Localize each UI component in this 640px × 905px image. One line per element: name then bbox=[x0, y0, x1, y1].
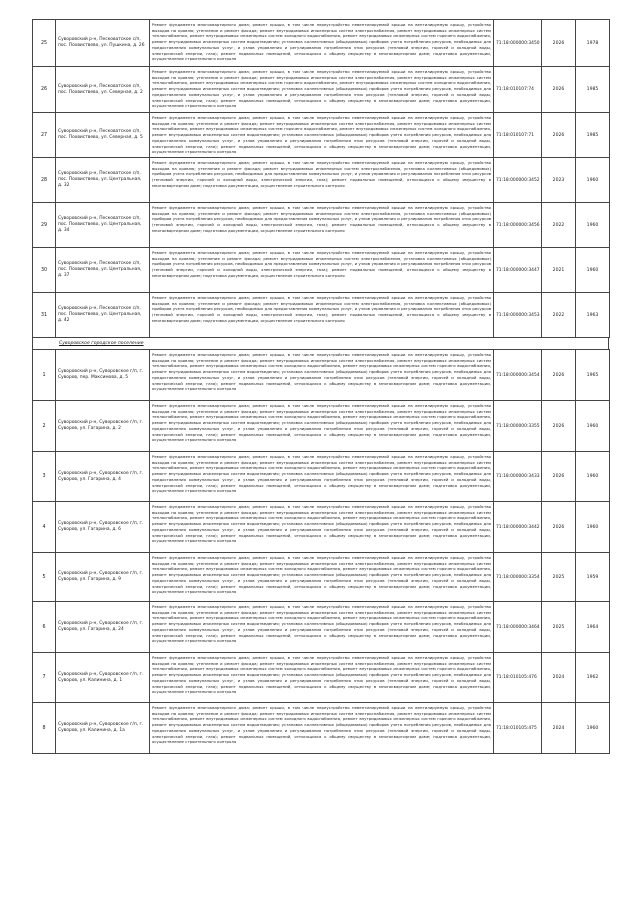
table-row bbox=[33, 203, 610, 248]
row-works-list: Ремонт фундамента многоквартирного дома; ремонт крыши, в том числе переустройство невентилируемой крыши на вентилируемую крышу, устройство выходов на кровлю; утепление и ремонт фасада; ремонт внутридомовых инженерных систем электроснабжения, установка коллективных (общедомовых) приборов учета потребления ресурсов, необходимых для предоставления коммунальных услуг, и узлов управления и регулирования потребления этих ресурсов (тепловой энергии, горячей и холодной воды, электрической энергии, газа); ремонт подвальных помещений, относящихся к общему имуществу в многоквартирном доме; подготовка документации, осуществление строительного контроля bbox=[150, 248, 494, 292]
row-address: Суворовский р-н, Песковатское с/п, пос. Похвиствево, ул. Центральная, д. 42 bbox=[56, 293, 150, 337]
row-works-list: Ремонт фундамента многоквартирного дома; ремонт крыши, в том числе переустройство невентилируемой крыши на вентилируемую крышу, устройство выходов на кровлю; утепление и ремонт фасада; ремонт внутридомовых инженерных систем электроснабжения, ремонт внутридомовых инженерных систем теплоснабжения, ремонт внутридомовых инженерных систем холодного водоснабжения, ремонт внутридомовых инженерных систем горячего водоснабжения, ремонт внутридомовых инженерных систем водоотведения; установка коллективных (общедомовых) приборов учета потребления ресурсов, необходимых для предоставления коммунальных услуг, и узлов управления и регулирования потребления этих ресурсов (тепловой энергии, горячей и холодной воды, электрической энергии, газа); ремонт подвальных помещений, относящихся к общему имуществу в многоквартирном доме; подготовка документации, осуществление строительного контроля bbox=[150, 452, 494, 501]
row-cadastral-number: 71:18:000000:3355 bbox=[494, 401, 542, 451]
row-planned-year: 2026 bbox=[542, 350, 576, 400]
row-number: 1 bbox=[33, 350, 56, 400]
row-build-year: 1960 bbox=[576, 203, 610, 247]
table-row bbox=[33, 602, 610, 653]
table-row bbox=[33, 452, 610, 502]
row-build-year: 1959 bbox=[576, 553, 610, 601]
table-body-bottom bbox=[33, 350, 610, 754]
row-planned-year: 2024 bbox=[542, 703, 576, 753]
row-cadastral-number: 71:18:000000:3456 bbox=[494, 203, 542, 247]
row-build-year: 1985 bbox=[576, 113, 610, 157]
row-address: Суворовский р-н, Суворовское г/п, г. Суворов, ул. Калинина, д. 1 bbox=[56, 653, 150, 702]
row-number: 31 bbox=[33, 293, 56, 337]
row-cadastral-number: 71:18:000000:3450 bbox=[494, 20, 542, 66]
row-number: 2 bbox=[33, 401, 56, 451]
row-cadastral-number: 71:18:010107:74 bbox=[494, 67, 542, 112]
row-address: Суворовский р-н, Песковатское с/п, пос. Похвиствево, ул. Центральная, д. 37 bbox=[56, 248, 150, 292]
row-number: 25 bbox=[33, 20, 56, 66]
housing-repair-table bbox=[32, 19, 610, 754]
row-cadastral-number: 71:18:000000:3433 bbox=[494, 452, 542, 501]
row-planned-year: 2023 bbox=[542, 158, 576, 202]
row-works-list: Ремонт фундамента многоквартирного дома; ремонт крыши, в том числе переустройство невентилируемой крыши на вентилируемую крышу, устройство выходов на кровлю; утепление и ремонт фасада; ремонт внутридомовых инженерных систем электроснабжения, установка коллективных (общедомовых) приборов учета потребления ресурсов, необходимых для предоставления коммунальных услуг, и узлов управления и регулирования потребления этих ресурсов (тепловой энергии, горячей и холодной воды, электрической энергии, газа); ремонт подвальных помещений, относящихся к общему имуществу в многоквартирном доме; подготовка документации, осуществление строительного контроля bbox=[150, 158, 494, 202]
table-row bbox=[33, 703, 610, 754]
row-works-list: Ремонт фундамента многоквартирного дома; ремонт крыши, в том числе переустройство невентилируемой крыши на вентилируемую крышу, устройство выходов на кровлю; утепление и ремонт фасада; ремонт внутридомовых инженерных систем электроснабжения, ремонт внутридомовых инженерных систем теплоснабжения, ремонт внутридомовых инженерных систем холодного водоснабжения, ремонт внутридомовых инженерных систем горячего водоснабжения, ремонт внутридомовых инженерных систем водоотведения; установка коллективных (общедомовых) приборов учета потребления ресурсов, необходимых для предоставления коммунальных услуг, и узлов управления и регулирования потребления этих ресурсов (тепловой энергии, горячей и холодной воды, электрической энергии, газа); ремонт подвальных помещений, относящихся к общему имуществу в многоквартирном доме; подготовка документации, осуществление строительного контроля bbox=[150, 703, 494, 753]
table-body-top bbox=[33, 20, 610, 338]
row-planned-year: 2026 bbox=[542, 113, 576, 157]
row-address: Суворовский р-н, Суворовское г/п, г. Суворов, ул. Гагарина, д. 9 bbox=[56, 553, 150, 601]
section-header-row bbox=[33, 338, 610, 350]
row-cadastral-number: 71:18:000000:3464 bbox=[494, 602, 542, 652]
row-number: 26 bbox=[33, 67, 56, 112]
row-address: Суворовский р-н, Суворовское г/п, г. Суворов, пер. Максимова, д. 5 bbox=[56, 350, 150, 400]
table-row bbox=[33, 653, 610, 703]
row-address: Суворовский р-н, Песковатское с/п, пос. Похвиствево, ул. Северная, д. 5 bbox=[56, 113, 150, 157]
row-cadastral-number: 71:18:000000:3442 bbox=[494, 502, 542, 552]
table-row bbox=[33, 293, 610, 338]
row-planned-year: 2026 bbox=[542, 401, 576, 451]
row-works-list: Ремонт фундамента многоквартирного дома; ремонт крыши, в том числе переустройство невентилируемой крыши на вентилируемую крышу, устройство выходов на кровлю; утепление и ремонт фасада; ремонт внутридомовых инженерных систем электроснабжения, ремонт внутридомовых инженерных систем теплоснабжения, ремонт внутридомовых инженерных систем холодного водоснабжения, ремонт внутридомовых инженерных систем горячего водоснабжения, ремонт внутридомовых инженерных систем водоотведения; установка коллективных (общедомовых) приборов учета потребления ресурсов, необходимых для предоставления коммунальных услуг, и узлов управления и регулирования потребления этих ресурсов (тепловой энергии, горячей и холодной воды, электрической энергии, газа); ремонт подвальных помещений, относящихся к общему имуществу в многоквартирном доме; подготовка документации, осуществление строительного контроля bbox=[150, 502, 494, 552]
row-works-list: Ремонт фундамента многоквартирного дома; ремонт крыши, в том числе переустройство невентилируемой крыши на вентилируемую крышу, устройство выходов на кровлю; утепление и ремонт фасада; ремонт внутридомовых инженерных систем электроснабжения, установка коллективных (общедомовых) приборов учета потребления ресурсов, необходимых для предоставления коммунальных услуг, и узлов управления и регулирования потребления этих ресурсов (тепловой энергии, горячей и холодной воды, электрической энергии, газа); ремонт подвальных помещений, относящихся к общему имуществу в многоквартирном доме; подготовка документации, осуществление строительного контроля bbox=[150, 293, 494, 337]
row-cadastral-number: 71:18:000000:3447 bbox=[494, 248, 542, 292]
row-planned-year: 2022 bbox=[542, 293, 576, 337]
table-row bbox=[33, 67, 610, 113]
row-build-year: 1960 bbox=[576, 502, 610, 552]
row-planned-year: 2024 bbox=[542, 653, 576, 702]
row-works-list: Ремонт фундамента многоквартирного дома; ремонт крыши, в том числе переустройство невентилируемой крыши на вентилируемую крышу, устройство выходов на кровлю; утепление и ремонт фасада; ремонт внутридомовых инженерных систем электроснабжения, ремонт внутридомовых инженерных систем теплоснабжения, ремонт внутридомовых инженерных систем холодного водоснабжения, ремонт внутридомовых инженерных систем горячего водоснабжения, ремонт внутридомовых инженерных систем водоотведения; установка коллективных (общедомовых) приборов учета потребления ресурсов, необходимых для предоставления коммунальных услуг, и узлов управления и регулирования потребления этих ресурсов (тепловой энергии, горячей и холодной воды, электрической энергии, газа); ремонт подвальных помещений, относящихся к общему имуществу в многоквартирном доме; подготовка документации, осуществление строительного контроля bbox=[150, 350, 494, 400]
row-build-year: 1985 bbox=[576, 67, 610, 112]
row-works-list: Ремонт фундамента многоквартирного дома; ремонт крыши, в том числе переустройство невентилируемой крыши на вентилируемую крышу, устройство выходов на кровлю; утепление и ремонт фасада; ремонт внутридомовых инженерных систем электроснабжения, ремонт внутридомовых инженерных систем теплоснабжения, ремонт внутридомовых инженерных систем холодного водоснабжения, ремонт внутридомовых инженерных систем горячего водоснабжения, ремонт внутридомовых инженерных систем водоотведения; установка коллективных (общедомовых) приборов учета потребления ресурсов, необходимых для предоставления коммунальных услуг, и узлов управления и регулирования потребления этих ресурсов (тепловой энергии, горячей и холодной воды, электрической энергии, газа); ремонт подвальных помещений, относящихся к общему имуществу в многоквартирном доме; подготовка документации, осуществление строительного контроля bbox=[150, 553, 494, 601]
row-build-year: 1965 bbox=[576, 350, 610, 400]
row-works-list: Ремонт фундамента многоквартирного дома; ремонт крыши, в том числе переустройство невентилируемой крыши на вентилируемую крышу, устройство выходов на кровлю; утепление и ремонт фасада; ремонт внутридомовых инженерных систем электроснабжения, ремонт внутридомовых инженерных систем теплоснабжения, ремонт внутридомовых инженерных систем холодного водоснабжения, ремонт внутридомовых инженерных систем горячего водоснабжения, ремонт внутридомовых инженерных систем водоотведения; установка коллективных (общедомовых) приборов учета потребления ресурсов, необходимых для предоставления коммунальных услуг, и узлов управления и регулирования потребления этих ресурсов (тепловой энергии, горячей и холодной воды, электрической энергии, газа); ремонт подвальных помещений, относящихся к общему имуществу в многоквартирном доме; подготовка документации, осуществление строительного контроля bbox=[150, 653, 494, 702]
row-address: Суворовский р-н, Суворовское г/п, г. Суворов, ул. Гагарина, д. 4 bbox=[56, 452, 150, 501]
row-address: Суворовский р-н, Суворовское г/п, г. Суворов, ул. Гагарина, д. 24 bbox=[56, 602, 150, 652]
row-number: 30 bbox=[33, 248, 56, 292]
row-number: 29 bbox=[33, 203, 56, 247]
row-address: Суворовский р-н, Суворовское г/п, г. Суворов, ул. Калинина, д. 1а bbox=[56, 703, 150, 753]
row-works-list: Ремонт фундамента многоквартирного дома; ремонт крыши, в том числе переустройство невентилируемой крыши на вентилируемую крышу, устройство выходов на кровлю; утепление и ремонт фасада; ремонт внутридомовых инженерных систем электроснабжения, ремонт внутридомовых инженерных систем теплоснабжения, ремонт внутридомовых инженерных систем горячего водоснабжения, ремонт внутридомовых инженерных систем холодного водоснабжения, ремонт внутридомовых инженерных систем водоотведения; установка коллективных (общедомовых) приборов учета потребления ресурсов, необходимых для предоставления коммунальных услуг, и узлов управления и регулирования потребления этих ресурсов (тепловой энергии, горячей и холодной воды, электрической энергии, газа); ремонт подвальных помещений, относящихся к общему имуществу в многоквартирном доме; подготовка документации, осуществление строительного контроля bbox=[150, 113, 494, 157]
table-row bbox=[33, 20, 610, 67]
row-address: Суворовский р-н, Песковатское с/п, пос. Похвиствево, ул. Центральная, д. 34 bbox=[56, 203, 150, 247]
row-number: 3 bbox=[33, 452, 56, 501]
row-address: Суворовский р-н, Песковатское с/п, пос. Похвиствево, ул. Северная, д. 2 bbox=[56, 67, 150, 112]
row-number: 7 bbox=[33, 653, 56, 702]
row-works-list: Ремонт фундамента многоквартирного дома; ремонт крыши, в том числе переустройство невентилируемой крыши на вентилируемую крышу, устройство выходов на кровлю; утепление и ремонт фасада; ремонт внутридомовых инженерных систем электроснабжения, ремонт внутридомовых инженерных систем теплоснабжения, ремонт внутридомовых инженерных систем холодного водоснабжения, ремонт внутридомовых инженерных систем горячего водоснабжения, ремонт внутридомовых инженерных систем водоотведения; установка коллективных (общедомовых) приборов учета потребления ресурсов, необходимых для предоставления коммунальных услуг, и узлов управления и регулирования потребления этих ресурсов (тепловой энергии, горячей и холодной воды, электрической энергии, газа); ремонт подвальных помещений, относящихся к общему имуществу в многоквартирном доме; подготовка документации, осуществление строительного контроля bbox=[150, 401, 494, 451]
row-number: 6 bbox=[33, 602, 56, 652]
table-row bbox=[33, 248, 610, 293]
row-number: 4 bbox=[33, 502, 56, 552]
row-address: Суворовский р-н, Суворовское г/п, г. Суворов, ул. Гагарина, д. 2 bbox=[56, 401, 150, 451]
row-build-year: 1960 bbox=[576, 401, 610, 451]
row-cadastral-number: 71:18:010107:71 bbox=[494, 113, 542, 157]
row-planned-year: 2025 bbox=[542, 553, 576, 601]
row-cadastral-number: 71:18:000000:3454 bbox=[494, 350, 542, 400]
row-planned-year: 2026 bbox=[542, 20, 576, 66]
row-build-year: 1978 bbox=[576, 20, 610, 66]
row-cadastral-number: 71:18:010105:476 bbox=[494, 653, 542, 702]
row-build-year: 1960 bbox=[576, 248, 610, 292]
table-row bbox=[33, 113, 610, 158]
table-row bbox=[33, 553, 610, 602]
row-cadastral-number: 71:18:010105:475 bbox=[494, 703, 542, 753]
table-row bbox=[33, 502, 610, 553]
row-build-year: 1960 bbox=[576, 452, 610, 501]
row-planned-year: 2021 bbox=[542, 248, 576, 292]
row-planned-year: 2026 bbox=[542, 452, 576, 501]
row-build-year: 1960 bbox=[576, 158, 610, 202]
row-planned-year: 2025 bbox=[542, 602, 576, 652]
row-planned-year: 2026 bbox=[542, 67, 576, 112]
row-cadastral-number: 71:18:000000:3354 bbox=[494, 553, 542, 601]
row-address: Суворовский р-н, Суворовское г/п, г. Суворов, ул. Гагарина, д. 6 bbox=[56, 502, 150, 552]
row-planned-year: 2022 bbox=[542, 203, 576, 247]
row-build-year: 1962 bbox=[576, 653, 610, 702]
row-build-year: 1960 bbox=[576, 703, 610, 753]
row-number: 8 bbox=[33, 703, 56, 753]
table-row bbox=[33, 158, 610, 203]
row-build-year: 1963 bbox=[576, 293, 610, 337]
row-address: Суворовский р-н, Песковатское с/п, пос. Похвиствево, ул. Центральная, д. 32 bbox=[56, 158, 150, 202]
row-planned-year: 2026 bbox=[542, 502, 576, 552]
section-title: Суворовское городское поселение bbox=[33, 338, 609, 349]
row-number: 28 bbox=[33, 158, 56, 202]
row-cadastral-number: 71:18:000000:3452 bbox=[494, 158, 542, 202]
row-cadastral-number: 71:18:000000:3453 bbox=[494, 293, 542, 337]
table-row bbox=[33, 401, 610, 452]
row-address: Суворовский р-н, Песковатское с/п, пос. Похвиствево, ул. Пушкина, д. 26 bbox=[56, 20, 150, 66]
row-build-year: 1964 bbox=[576, 602, 610, 652]
row-works-list: Ремонт фундамента многоквартирного дома; ремонт крыши, в том числе переустройство невентилируемой крыши на вентилируемую крышу, устройство выходов на кровлю; утепление и ремонт фасада; ремонт внутридомовых инженерных систем электроснабжения, ремонт внутридомовых инженерных систем теплоснабжения, ремонт внутридомовых инженерных систем горячего водоснабжения, ремонт внутридомовых инженерных систем холодного водоснабжения, ремонт внутридомовых инженерных систем водоотведения; установка коллективных (общедомовых) приборов учета потребления ресурсов, необходимых для предоставления коммунальных услуг, и узлов управления и регулирования потребления этих ресурсов (тепловой энергии, горячей и холодной воды, электрической энергии, газа); ремонт подвальных помещений, относящихся к общему имуществу в многоквартирном доме; подготовка документации, осуществление строительного контроля bbox=[150, 67, 494, 112]
table-row bbox=[33, 350, 610, 401]
row-works-list: Ремонт фундамента многоквартирного дома; ремонт крыши, в том числе переустройство невентилируемой крыши на вентилируемую крышу, устройство выходов на кровлю; утепление и ремонт фасада; ремонт внутридомовых инженерных систем электроснабжения, ремонт внутридомовых инженерных систем теплоснабжения, ремонт внутридомовых инженерных систем холодного водоснабжения, ремонт внутридомовых инженерных систем горячего водоснабжения, ремонт внутридомовых инженерных систем водоотведения; установка коллективных (общедомовых) приборов учета потребления ресурсов, необходимых для предоставления коммунальных услуг, и узлов управления и регулирования потребления этих ресурсов (тепловой энергии, горячей и холодной воды, электрической энергии, газа); ремонт подвальных помещений, относящихся к общему имуществу в многоквартирном доме; подготовка документации, осуществление строительного контроля bbox=[150, 602, 494, 652]
row-number: 27 bbox=[33, 113, 56, 157]
row-number: 5 bbox=[33, 553, 56, 601]
row-works-list: Ремонт фундамента многоквартирного дома; ремонт крыши, в том числе переустройство невентилируемой крыши на вентилируемую крышу, устройство выходов на кровлю; утепление и ремонт фасада; ремонт внутридомовых инженерных систем электроснабжения, ремонт внутридомовых инженерных систем теплоснабжения, ремонт внутридомовых инженерных систем холодного водоснабжения, ремонт внутридомовых инженерных систем горячего водоснабжения, ремонт внутридомовых инженерных систем водоотведения; установка коллективных (общедомовых) приборов учета потребления ресурсов, необходимых для предоставления коммунальных услуг, и узлов управления и регулирования потребления этих ресурсов (тепловой энергии, горячей и холодной воды, электрической энергии, газа); ремонт подвальных помещений, относящихся к общему имуществу в многоквартирном доме; подготовка документации, осуществление строительного контроля bbox=[150, 20, 494, 66]
row-works-list: Ремонт фундамента многоквартирного дома; ремонт крыши, в том числе переустройство невентилируемой крыши на вентилируемую крышу, устройство выходов на кровлю; утепление и ремонт фасада; ремонт внутридомовых инженерных систем электроснабжения, установка коллективных (общедомовых) приборов учета потребления ресурсов, необходимых для предоставления коммунальных услуг, и узлов управления и регулирования потребления этих ресурсов (тепловой энергии, горячей и холодной воды, электрической энергии, газа); ремонт подвальных помещений, относящихся к общему имуществу в многоквартирном доме; подготовка документации, осуществление строительного контроля bbox=[150, 203, 494, 247]
